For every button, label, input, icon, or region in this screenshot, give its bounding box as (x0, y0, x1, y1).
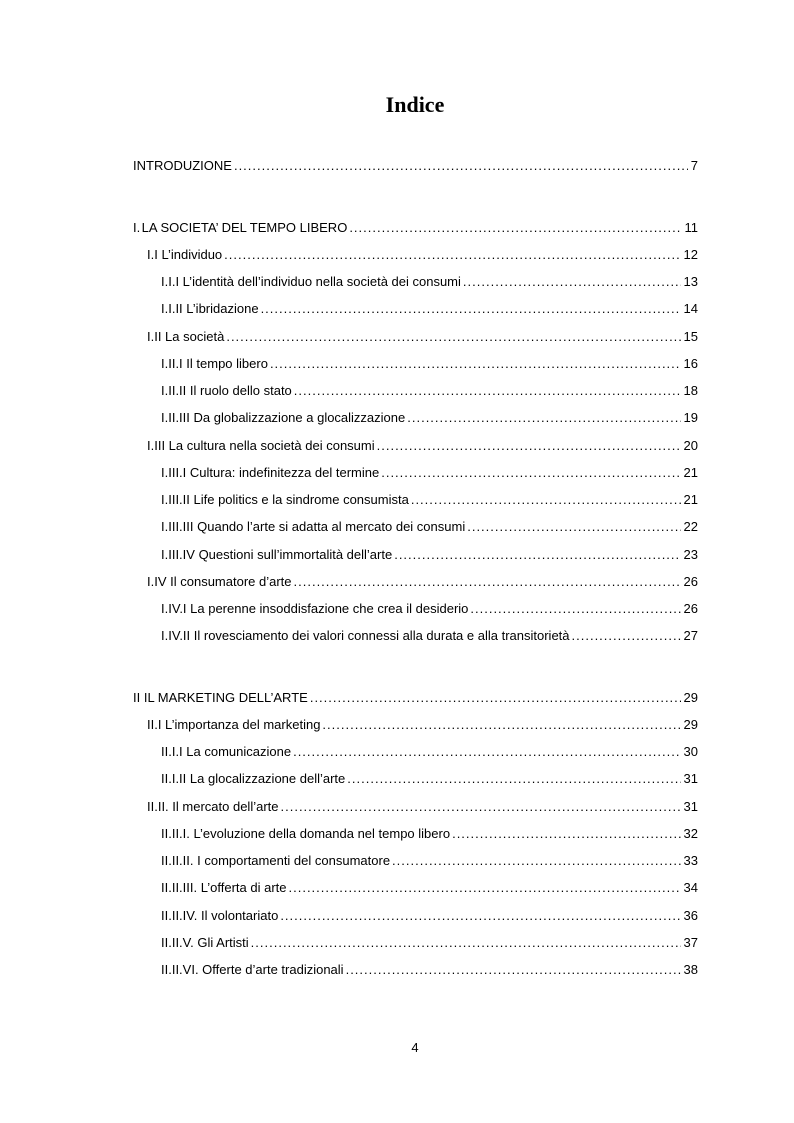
leader-dots (452, 825, 680, 843)
leader-dots (411, 491, 681, 509)
toc-entry-label: I.IV.I La perenne insoddisfazione che crea il desiderio (161, 601, 469, 616)
leader-dots (467, 518, 680, 536)
toc-entry (161, 825, 698, 843)
toc-entry (147, 246, 698, 264)
toc-entry-page: 23 (683, 547, 698, 562)
toc-entry-page: 11 (684, 220, 698, 235)
leader-dots (261, 300, 681, 318)
toc-entry-page: 15 (683, 329, 698, 344)
toc-entry-label: INTRODUZIONE (133, 158, 232, 173)
leader-dots (280, 907, 680, 925)
toc-entry-label: I.III.II Life politics e la sindrome consumista (161, 492, 409, 507)
toc-entry-label: LA SOCIETA’ DEL TEMPO LIBERO (141, 220, 348, 235)
leader-dots (349, 219, 681, 237)
toc-entry-number: I. (133, 220, 141, 235)
leader-dots (293, 743, 680, 761)
toc-entry-page: 20 (683, 438, 698, 453)
toc-entry-page: 13 (683, 274, 698, 289)
toc-entry-label: I.III.III Quando l’arte si adatta al mercato dei consumi (161, 519, 466, 534)
toc-entry (147, 573, 698, 591)
toc-entry-page: 26 (683, 601, 698, 616)
toc-entry-page: 36 (683, 908, 698, 923)
toc-entry-page: 18 (683, 383, 698, 398)
toc-entry (161, 600, 698, 618)
leader-dots (322, 716, 680, 734)
toc-entry-page: 38 (683, 962, 698, 977)
toc-entry-page: 21 (683, 465, 698, 480)
leader-dots (234, 157, 688, 175)
toc-entry-page: 7 (690, 158, 698, 173)
toc-entry (161, 273, 698, 291)
toc-entry (161, 907, 698, 925)
toc-entry (161, 879, 698, 897)
toc-entry-page: 29 (683, 690, 698, 705)
toc-entry (161, 770, 698, 788)
toc-entry-label: II.II.VI. Offerte d’arte tradizionali (161, 962, 344, 977)
toc-entry (161, 546, 698, 564)
leader-dots (289, 879, 681, 897)
leader-dots (377, 437, 681, 455)
toc-entry (147, 716, 698, 734)
toc-entry-label: II.II.II. I comportamenti del consumatore (161, 853, 391, 868)
toc-entry (161, 961, 698, 979)
page-title: Indice (385, 92, 445, 117)
toc-entry (161, 518, 698, 536)
toc-entry-label: I.III La cultura nella società dei consumi (147, 438, 375, 453)
toc-entry-label: II.II.IV. Il volontariato (161, 908, 279, 923)
toc-entry (161, 743, 698, 761)
leader-dots (392, 852, 680, 870)
toc-entry-label: I.IV Il consumatore d’arte (147, 574, 292, 589)
toc-entry-page: 12 (683, 247, 698, 262)
toc-entry-label: II.I.II La glocalizzazione dell’arte (161, 771, 346, 786)
leader-dots (224, 246, 680, 264)
toc-entry (161, 627, 698, 645)
toc-entry-page: 14 (683, 301, 698, 316)
toc-entry-label: II.II. Il mercato dell’arte (147, 799, 279, 814)
toc-entry-page: 31 (683, 771, 698, 786)
leader-dots (572, 627, 681, 645)
toc-entry-label: II.II.I. L’evoluzione della domanda nel tempo libero (161, 826, 451, 841)
toc-entry-label: II.I L’importanza del marketing (147, 717, 321, 732)
leader-dots (251, 934, 681, 952)
toc-entry (147, 437, 698, 455)
leader-dots (470, 600, 680, 618)
toc-entry (161, 409, 698, 427)
toc-entry-page: 34 (683, 880, 698, 895)
toc-entry (147, 328, 698, 346)
leader-dots (463, 273, 681, 291)
leader-dots (294, 573, 681, 591)
leader-dots (281, 798, 681, 816)
leader-dots (310, 689, 681, 707)
toc-entry-page: 27 (683, 628, 698, 643)
toc-entry-label: II.II.III. L’offerta di arte (161, 880, 287, 895)
page-number: 4 (411, 1040, 419, 1055)
leader-dots (270, 355, 681, 373)
toc-entry-page: 30 (683, 744, 698, 759)
toc-entry (133, 689, 698, 707)
toc-entry (161, 464, 698, 482)
toc-entry (161, 491, 698, 509)
toc-entry-page: 22 (683, 519, 698, 534)
toc-entry (161, 300, 698, 318)
leader-dots (226, 328, 680, 346)
toc-entry-page: 29 (683, 717, 698, 732)
toc-entry (133, 157, 698, 175)
toc-entry-label: II.II.V. Gli Artisti (161, 935, 249, 950)
leader-dots (394, 546, 680, 564)
toc-entry-label: II.I.I La comunicazione (161, 744, 292, 759)
toc-entry-label: I.III.IV Questioni sull’immortalità dell’arte (161, 547, 393, 562)
toc-entry (133, 219, 698, 237)
toc-entry-label: I.II.III Da globalizzazione a glocalizzazione (161, 410, 406, 425)
toc-entry-label: I.III.I Cultura: indefinitezza del termine (161, 465, 380, 480)
toc-entry-page: 31 (683, 799, 698, 814)
toc-entry-label: I.I L’individuo (147, 247, 223, 262)
toc-entry-page: 32 (683, 826, 698, 841)
toc-entry-label: I.IV.II Il rovesciamento dei valori connessi alla durata e alla transitorietà (161, 628, 570, 643)
toc-entry (161, 355, 698, 373)
toc-entry-label: I.II.II Il ruolo dello stato (161, 383, 292, 398)
toc-entry-page: 33 (683, 853, 698, 868)
leader-dots (407, 409, 680, 427)
toc-entry-label: I.II.I Il tempo libero (161, 356, 268, 371)
leader-dots (346, 961, 681, 979)
toc-entry-label: I.II La società (147, 329, 225, 344)
toc-entry-label: I.I.II L’ibridazione (161, 301, 259, 316)
leader-dots (381, 464, 680, 482)
toc-entry-page: 21 (683, 492, 698, 507)
leader-dots (294, 382, 681, 400)
toc-entry (161, 852, 698, 870)
toc-entry (147, 798, 698, 816)
toc-entry-page: 19 (683, 410, 698, 425)
toc-entry-label: II IL MARKETING DELL’ARTE (133, 690, 308, 705)
toc-entry-page: 37 (683, 935, 698, 950)
toc-entry-label: I.I.I L’identità dell’individuo nella società dei consumi (161, 274, 461, 289)
toc-entry-page: 26 (683, 574, 698, 589)
toc-entry-page: 16 (683, 356, 698, 371)
leader-dots (347, 770, 680, 788)
toc-entry (161, 382, 698, 400)
toc-entry (161, 934, 698, 952)
